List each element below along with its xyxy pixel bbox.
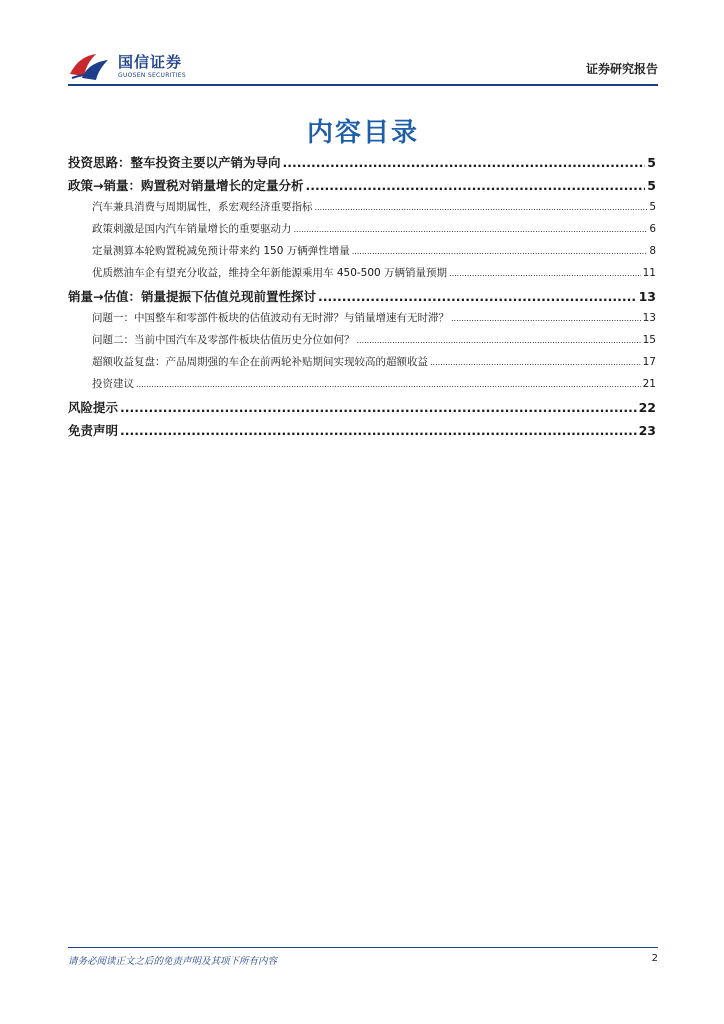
page-number: 2	[651, 953, 658, 964]
toc-dot-leader	[449, 269, 641, 278]
toc-dot-leader	[136, 380, 641, 389]
toc-entry-level2[interactable]	[68, 332, 658, 354]
toc-entry-level2[interactable]	[68, 221, 658, 243]
table-of-contents	[68, 153, 658, 444]
toc-entry-page: 6	[649, 223, 656, 235]
footer-disclaimer: 请务必阅读正文之后的免责声明及其项下所有内容	[68, 956, 278, 967]
toc-entry-page: 11	[642, 267, 656, 279]
toc-entry-title: 定量测算本轮购置税减免预计带来约 150 万辆弹性增量	[92, 245, 350, 257]
toc-entry-title: 政策刺激是国内汽车销量增长的重要驱动力	[92, 223, 292, 235]
toc-dot-leader	[430, 358, 641, 367]
guosen-logo	[68, 50, 186, 84]
toc-entry-level2[interactable]	[68, 265, 658, 287]
toc-entry-level2[interactable]	[68, 354, 658, 376]
toc-entry-page: 21	[642, 378, 656, 390]
toc-entry-title: 政策→销量：购置税对销量增长的定量分析	[68, 178, 304, 193]
toc-entry-level1[interactable]	[68, 398, 658, 421]
toc-entry-title: 问题二：当前中国汽车及零部件板块估值历史分位如何？	[92, 334, 355, 346]
toc-entry-title: 问题一：中国整车和零部件板块的估值波动有无时滞？与销量增速有无时滞？	[92, 312, 449, 324]
toc-dot-leader	[283, 155, 646, 170]
page-header	[68, 48, 658, 84]
toc-entry-title: 风险提示	[68, 400, 119, 415]
toc-dot-leader	[451, 314, 641, 323]
toc-dot-leader	[294, 225, 648, 234]
toc-dot-leader	[352, 247, 648, 256]
toc-entry-page: 13	[642, 312, 656, 324]
toc-entry-page: 23	[638, 423, 656, 438]
brand-name-cn: 国信证券	[118, 53, 183, 71]
guosen-logo-icon	[68, 52, 112, 82]
toc-entry-level1[interactable]	[68, 153, 658, 176]
toc-entry-title: 投资思路：整车投资主要以产销为导向	[68, 155, 281, 170]
toc-entry-page: 15	[642, 334, 656, 346]
toc-entry-page: 13	[638, 289, 656, 304]
toc-dot-leader	[305, 178, 645, 193]
toc-entry-page: 5	[647, 155, 656, 170]
toc-entry-level1[interactable]	[68, 176, 658, 199]
toc-entry-title: 销量→估值：销量提振下估值兑现前置性探讨	[68, 289, 316, 304]
toc-entry-title: 超额收益复盘：产品周期强的车企在前两轮补贴期间实现较高的超额收益	[92, 356, 428, 368]
toc-entry-page: 5	[647, 178, 656, 193]
toc-entry-level2[interactable]	[68, 199, 658, 221]
toc-entry-level1[interactable]	[68, 287, 658, 310]
footer-divider	[68, 947, 658, 948]
toc-dot-leader	[120, 423, 637, 438]
toc-entry-page: 22	[638, 400, 656, 415]
toc-entry-page: 5	[649, 201, 656, 213]
toc-entry-level2[interactable]	[68, 310, 658, 332]
toc-dot-leader	[357, 336, 641, 345]
toc-entry-level2[interactable]	[68, 243, 658, 265]
toc-dot-leader	[315, 203, 648, 212]
brand-name-en: GUOSEN SECURITIES	[118, 72, 187, 79]
toc-dot-leader	[120, 400, 637, 415]
report-type-label: 证券研究报告	[585, 62, 658, 76]
toc-dot-leader	[318, 289, 637, 304]
toc-entry-title: 投资建议	[92, 378, 134, 390]
toc-entry-level2[interactable]	[68, 376, 658, 398]
toc-entry-page: 17	[642, 356, 656, 368]
toc-title: 内容目录	[306, 118, 419, 148]
toc-entry-title: 优质燃油车企有望充分收益，维持全年新能源乘用车 450-500 万辆销量预期	[92, 267, 448, 279]
toc-entry-title: 免责声明	[68, 423, 119, 438]
header-divider	[68, 84, 658, 86]
toc-entry-page: 8	[649, 245, 656, 257]
toc-entry-level1[interactable]	[68, 421, 658, 444]
toc-entry-title: 汽车兼具消费与周期属性，系宏观经济重要指标	[92, 201, 313, 213]
